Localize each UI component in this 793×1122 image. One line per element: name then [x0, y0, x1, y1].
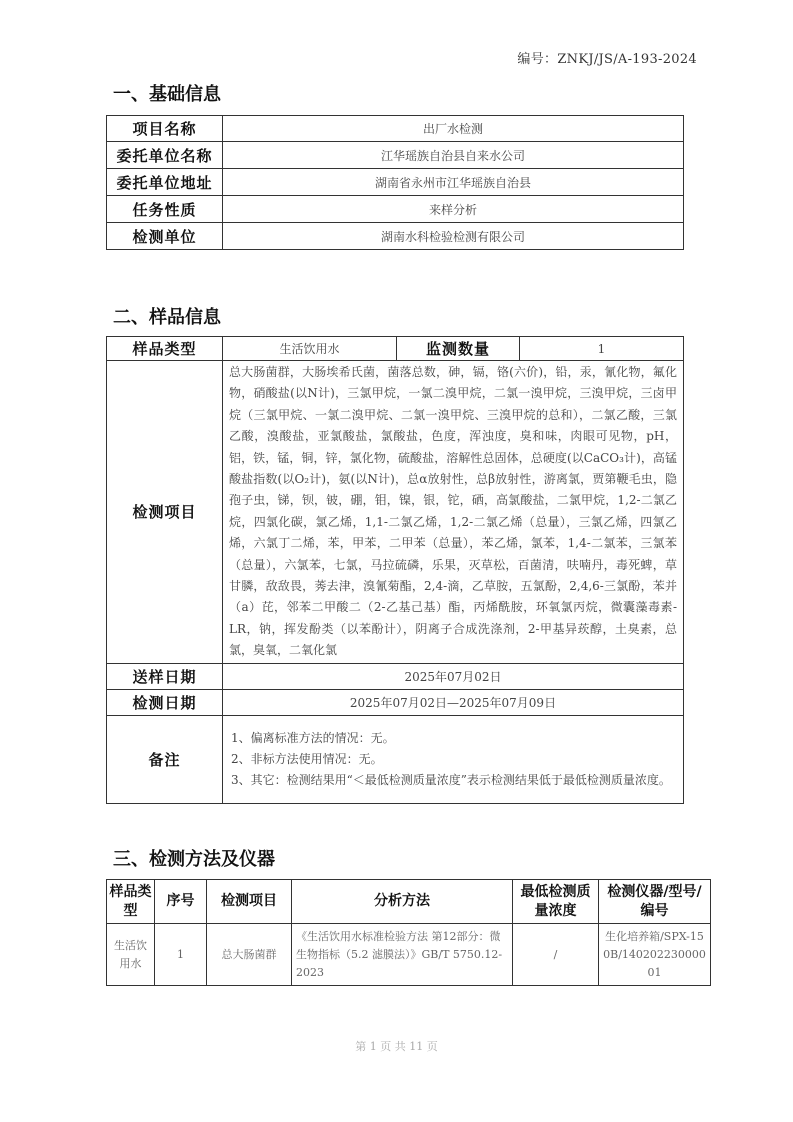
test-date-value: 2025年07月02日—2025年07月09日 [223, 689, 684, 715]
table-row [107, 116, 684, 142]
table-row [107, 361, 684, 664]
project-name-value: 出厂水检测 [223, 116, 684, 142]
table-row [107, 924, 711, 986]
notes-content [223, 715, 684, 803]
note-item: 2、非标方法使用情况：无。 [231, 751, 383, 766]
methods-table [106, 879, 711, 986]
send-date-label: 送样日期 [107, 663, 223, 689]
sample-type-value: 生活饮用水 [223, 337, 397, 361]
testing-unit-value: 湖南水科检验检测有限公司 [223, 223, 684, 250]
section-basic-info-title: 一、基础信息 [113, 84, 221, 105]
instrument-cell: 生化培养箱/SPX-150B/14020223000001 [599, 924, 711, 986]
analysis-method-cell: 《生活饮用水标准检验方法 第12部分：微生物指标（5.2 滤膜法）》GB/T 5750.12-2023 [292, 924, 513, 986]
table-row [107, 689, 684, 715]
task-nature-label: 任务性质 [107, 196, 223, 223]
min-conc-cell: / [513, 924, 599, 986]
page-footer: 第 1 页 共 11 页 [355, 1040, 438, 1053]
note-item: 3、其它：检测结果用“＜最低检测质量浓度”表示检测结果低于最低检测质量浓度。 [231, 772, 671, 787]
monitor-count-label: 监测数量 [397, 337, 520, 361]
test-item-cell: 总大肠菌群 [207, 924, 292, 986]
table-row [107, 337, 684, 361]
table-row [107, 142, 684, 169]
col-header-min-conc: 最低检测质量浓度 [513, 880, 599, 924]
project-name-label: 项目名称 [107, 116, 223, 142]
col-header-method: 分析方法 [292, 880, 513, 924]
test-items-label: 检测项目 [107, 361, 223, 664]
notes-label: 备注 [107, 715, 223, 803]
test-date-label: 检测日期 [107, 689, 223, 715]
task-nature-value: 来样分析 [223, 196, 684, 223]
table-header-row [107, 880, 711, 924]
client-name-value: 江华瑶族自治县自来水公司 [223, 142, 684, 169]
sample-info-table [106, 336, 684, 804]
section-sample-info-title: 二、样品信息 [113, 307, 221, 328]
monitor-count-value: 1 [520, 337, 684, 361]
row-number-cell: 1 [155, 924, 207, 986]
testing-unit-label: 检测单位 [107, 223, 223, 250]
col-header-no: 序号 [155, 880, 207, 924]
table-row [107, 196, 684, 223]
table-row [107, 663, 684, 689]
col-header-instrument: 检测仪器/型号/编号 [599, 880, 711, 924]
send-date-value: 2025年07月02日 [223, 663, 684, 689]
table-row [107, 169, 684, 196]
table-row [107, 223, 684, 250]
client-address-label: 委托单位地址 [107, 169, 223, 196]
col-header-item: 检测项目 [207, 880, 292, 924]
document-number: 编号：ZNKJ/JS/A-193-2024 [517, 52, 697, 67]
col-header-sample-type: 样品类型 [107, 880, 155, 924]
basic-info-table [106, 115, 684, 250]
note-item: 1、偏离标准方法的情况：无。 [231, 730, 395, 745]
sample-type-cell: 生活饮用水 [107, 924, 155, 986]
table-row [107, 715, 684, 803]
test-items-list: 总大肠菌群，大肠埃希氏菌，菌落总数，砷，镉，铬(六价)，铅，汞，氰化物，氟化物，硝酸盐(以N计)，三氯甲烷，一氯二溴甲烷，二氯一溴甲烷，三溴甲烷，三卤甲烷（三氯甲烷、一氯二溴甲烷、二氯一溴甲烷、三溴甲烷的总和），二氯乙酸，三氯乙酸，溴酸盐，亚氯酸盐，氯酸盐，色度，浑浊度，臭和味，肉眼可见物，pH，铝，铁，锰，铜，锌，氯化物，硫酸盐，溶解性总固体，总硬度(以CaCO₃计)，高锰酸盐指数(以O₂计)，氨(以N计)，总α放射性，总β放射性，游离氯，贾第鞭毛虫，隐孢子虫，锑，钡，铍，硼，钼，镍，银，铊，硒，高氯酸盐，二氯甲烷，1,2-二氯乙烷，四氯化碳，氯乙烯，1,1-二氯乙烯，1,2-二氯乙烯（总量），三氯乙烯，四氯乙烯，六氯丁二烯，苯，甲苯，二甲苯（总量），苯乙烯，氯苯，1,4-二氯苯，三氯苯（总量），六氯苯，七氯，马拉硫磷，乐果，灭草松，百菌清，呋喃丹，毒死蜱，草甘膦，敌敌畏，莠去津，溴氰菊酯，2,4-滴，乙草胺，五氯酚，2,4,6-三氯酚，苯并（a）芘，邻苯二甲酸二（2-乙基己基）酯，丙烯酰胺，环氧氯丙烷，微囊藻毒素-LR，钠，挥发酚类（以苯酚计），阴离子合成洗涤剂，2-甲基异莰醇，土臭素，总氯，臭氧，二氧化氯 [223, 361, 684, 664]
sample-type-label: 样品类型 [107, 337, 223, 361]
client-address-value: 湖南省永州市江华瑶族自治县 [223, 169, 684, 196]
client-name-label: 委托单位名称 [107, 142, 223, 169]
section-methods-title: 三、检测方法及仪器 [113, 849, 275, 870]
